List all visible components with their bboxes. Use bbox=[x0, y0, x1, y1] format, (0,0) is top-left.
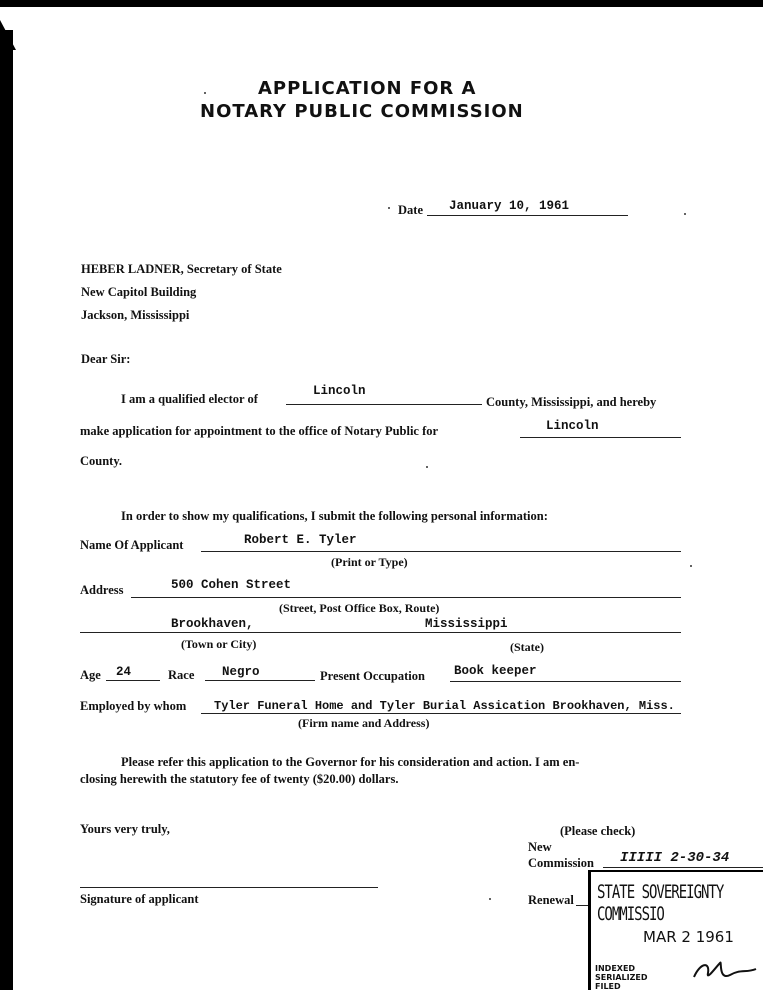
scan-speck bbox=[489, 898, 491, 900]
recipient-address-1: New Capitol Building bbox=[81, 285, 197, 299]
elector-text: I am a qualified elector of bbox=[121, 392, 258, 406]
employer-label: Employed by whom bbox=[80, 699, 187, 713]
employer-underline bbox=[201, 713, 681, 714]
employer-value: Tyler Funeral Home and Tyler Burial Assication Brookhaven, Miss. bbox=[214, 699, 675, 713]
please-check-heading: (Please check) bbox=[560, 824, 636, 838]
state-caption: (State) bbox=[510, 640, 544, 654]
renewal-label: Renewal bbox=[528, 893, 574, 907]
scan-speck bbox=[690, 565, 692, 567]
date-label: Date bbox=[398, 203, 423, 217]
qualifications-text: In order to show my qualifications, I submit the following personal information: bbox=[121, 509, 548, 523]
elector-text-2: County, Mississippi, and hereby bbox=[486, 395, 657, 409]
occupation-underline bbox=[450, 681, 681, 682]
scan-speck bbox=[684, 213, 686, 215]
title-line-2: NOTARY PUBLIC COMMISSION bbox=[200, 101, 524, 122]
town-state-underline bbox=[80, 632, 681, 633]
new-commission-label-1: New bbox=[528, 840, 552, 854]
title-line-1: APPLICATION FOR A bbox=[258, 78, 477, 99]
stamp-marks bbox=[595, 964, 648, 990]
salutation: Dear Sir: bbox=[81, 352, 131, 366]
scan-speck bbox=[426, 466, 428, 468]
scan-left-notch bbox=[0, 20, 16, 50]
name-underline bbox=[201, 551, 681, 552]
name-value: Robert E. Tyler bbox=[244, 533, 357, 547]
notary-county-value: Lincoln bbox=[546, 419, 599, 433]
notary-county-underline bbox=[520, 437, 681, 438]
scan-top-edge bbox=[0, 0, 763, 7]
date-underline bbox=[427, 215, 628, 216]
race-value: Negro bbox=[222, 665, 260, 679]
refer-text-line-1: Please refer this application to the Governor for his consideration and action. I am en- bbox=[121, 755, 580, 769]
new-commission-label-2: Commission bbox=[528, 856, 594, 870]
name-caption: (Print or Type) bbox=[331, 555, 408, 569]
refer-text-line-2: closing herewith the statutory fee of twenty ($20.00) dollars. bbox=[80, 772, 399, 786]
town-value: Brookhaven, bbox=[171, 617, 254, 631]
stamp-date: MAR 2 1961 bbox=[643, 928, 734, 946]
age-label: Age bbox=[80, 668, 101, 682]
employer-caption: (Firm name and Address) bbox=[298, 716, 430, 730]
scan-left-edge bbox=[0, 30, 13, 990]
occupation-value: Book keeper bbox=[454, 664, 537, 678]
stamp-mark-serialized: SERIALIZED bbox=[595, 973, 648, 982]
town-caption: (Town or City) bbox=[181, 637, 257, 651]
new-commission-value: IIIII 2-30-34 bbox=[620, 850, 730, 866]
occupation-label: Present Occupation bbox=[320, 669, 425, 683]
application-text: make application for appointment to the office of Notary Public for bbox=[80, 424, 439, 438]
address-caption: (Street, Post Office Box, Route) bbox=[279, 601, 440, 615]
recipient-address-2: Jackson, Mississippi bbox=[81, 308, 190, 322]
age-underline bbox=[106, 680, 160, 681]
recipient-name: HEBER LADNER, Secretary of State bbox=[81, 262, 282, 276]
race-label: Race bbox=[168, 668, 195, 682]
stamp-mark-filed: FILED bbox=[595, 982, 621, 990]
address-underline bbox=[131, 597, 681, 598]
signature-label: Signature of applicant bbox=[80, 892, 199, 906]
stamp-initials-scribble bbox=[690, 955, 760, 985]
closing: Yours very truly, bbox=[80, 822, 170, 836]
scan-speck bbox=[388, 207, 390, 209]
address-label: Address bbox=[80, 583, 124, 597]
scan-speck bbox=[204, 92, 206, 94]
stamp-mark-indexed: INDEXED bbox=[595, 964, 636, 973]
date-value: January 10, 1961 bbox=[449, 199, 570, 213]
stamp-title: STATE SOVEREIGNTY COMMISSIO bbox=[597, 882, 724, 926]
county-text: County. bbox=[80, 454, 123, 468]
address-value: 500 Cohen Street bbox=[171, 578, 292, 592]
signature-line bbox=[80, 887, 378, 888]
state-value: Mississippi bbox=[425, 617, 508, 631]
name-label: Name Of Applicant bbox=[80, 538, 184, 552]
elector-county-underline bbox=[286, 404, 482, 405]
age-value: 24 bbox=[116, 665, 132, 679]
new-commission-underline bbox=[603, 867, 763, 868]
elector-county-value: Lincoln bbox=[313, 384, 366, 398]
race-underline bbox=[205, 680, 315, 681]
